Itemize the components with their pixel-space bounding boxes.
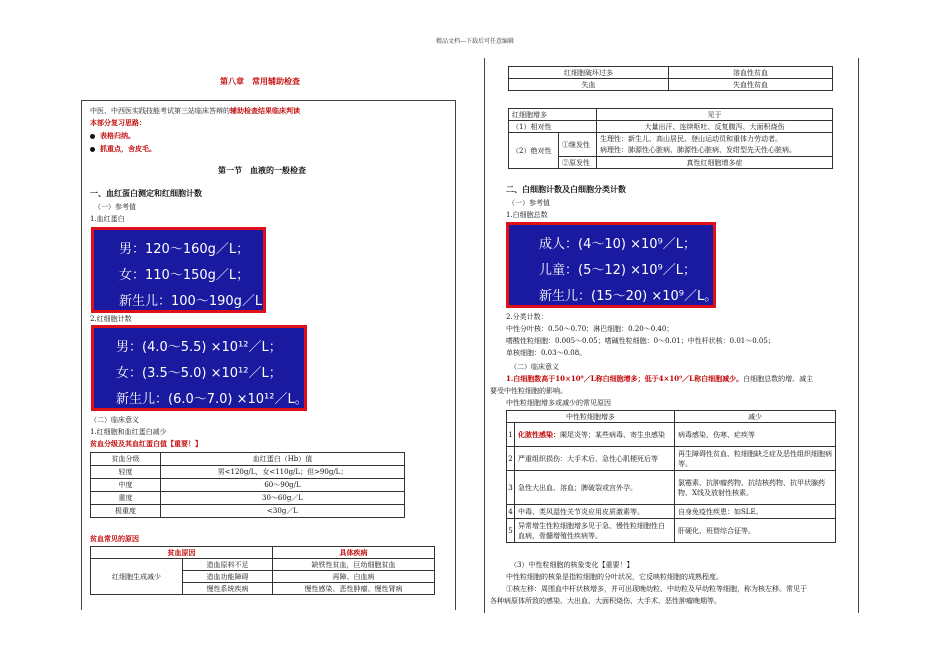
review-title: 本部分复习思路： — [90, 118, 146, 127]
bullet-text: 抓重点，舍皮毛。 — [100, 144, 156, 153]
row-index: 3 — [507, 471, 515, 505]
grade-cell: 重度 — [91, 492, 161, 505]
disease-header: 具体疾病 — [273, 547, 435, 559]
intro-highlight: 辅助检查结果临床判读 — [230, 106, 300, 115]
anemia-grade-title: 贫血分级及其血红蛋白值【重要！】 — [90, 439, 202, 448]
increase-cell: 急性大出血、溶血；脾破裂或宫外孕。 — [515, 471, 675, 505]
significance-line-2: 要受中性粒细胞的影响。 — [490, 387, 567, 395]
row-index: 4 — [507, 505, 515, 519]
rbc-male: 男：(4.0～5.5) ×10¹²／L； — [116, 340, 282, 355]
rbc-increase-table — [508, 108, 833, 169]
absolute-label: （2）绝对性 — [509, 133, 559, 169]
hb-cell: 60～90g/L — [161, 479, 405, 492]
rbc-newborn: 新生儿：(6.0～7.0) ×10¹²／L。 — [116, 392, 308, 407]
increase-cell-text: 阑尾炎等；某些病毒、寄生虫感染 — [560, 430, 665, 439]
row-index: 1 — [507, 423, 515, 447]
disease-cell: 慢性感染、恶性肿瘤、慢性肾病 — [273, 583, 435, 595]
section-title: 第一节 血液的一般检查 — [218, 165, 306, 175]
wbc-reference-box — [506, 222, 716, 308]
hb-cell: 30～60g／L — [161, 492, 405, 505]
cause-header: 贫血原因 — [91, 547, 273, 559]
decrease-cell: 肝硬化、班替综合征等。 — [675, 519, 836, 543]
hb-label: 1.血红蛋白 — [90, 215, 125, 223]
nuclear-shift-title — [510, 560, 633, 570]
clinical-heading: （二）临床意义 — [510, 363, 559, 371]
disease-cell: 溶血性贫血 — [669, 67, 833, 79]
secondary-line: 生理性：新生儿、高山居民、登山运动员和重体力劳动者。 — [600, 134, 782, 143]
grade-header: 贫血分级 — [91, 453, 161, 466]
wbc-newborn: 新生儿：(15～20) ×10⁹／L。 — [539, 289, 718, 304]
significance-line — [506, 374, 813, 384]
secondary-text — [597, 133, 833, 157]
cause-cell: 造血功能障碍 — [183, 571, 273, 583]
wbc-adult: 成人：(4～10) ×10⁹／L； — [539, 237, 696, 252]
hb-female: 女：110～150g／L； — [119, 268, 250, 283]
grade-cell: 轻度 — [91, 466, 161, 479]
seen-in-header: 见于 — [597, 109, 833, 121]
heading-rbc: 一、血红蛋白测定和红细胞计数 — [90, 188, 202, 198]
hb-male: 男：120～160g／L； — [119, 242, 250, 257]
bullet-dot — [90, 147, 95, 152]
heading-wbc: 二、白细胞计数及白细胞分类计数 — [506, 184, 626, 194]
decrease-cell: 自身免疫性疾患：如SLE。 — [675, 505, 836, 519]
header-note: 精品文档---下载后可任意编辑 — [435, 38, 515, 45]
secondary-line: 病理性：肺源性心脏病、肺源性心脏病、发绀型先天性心脏病。 — [600, 145, 796, 154]
disease-cell: 再障、白血病 — [273, 571, 435, 583]
wbc-label: 1.白细胞总数 — [506, 211, 548, 219]
significance-plain: 白细胞总数的增、减主 — [743, 375, 814, 383]
hb-newborn: 新生儿：100～190g／L — [119, 294, 263, 309]
increase-cell — [515, 423, 675, 447]
cause-cell: 慢性系统疾病 — [183, 583, 273, 595]
clinical-heading: （二）临床意义 — [90, 416, 139, 424]
bullet-item-2 — [90, 144, 156, 154]
diff-line: 嗜酸性粒细胞：0.005～0.05；嗜碱性粒细胞：0～0.01；中性杆状核：0.01～0.05； — [506, 337, 775, 345]
hb-cell: <30g／L — [161, 505, 405, 518]
bullet-item-1 — [90, 131, 135, 141]
grade-cell: 极重度 — [91, 505, 161, 518]
reference-heading: （一）参考值 — [94, 203, 136, 211]
anemia-cause-title: 贫血常见的原因 — [90, 534, 139, 543]
increase-cell: 异常增生性粒细胞增多见于急、慢性粒细胞性白血病，骨髓增殖性疾病等。 — [515, 519, 675, 543]
nuclear-shift-title-text: （3）中性粒细胞的核象变化【重要！】 — [510, 561, 634, 569]
increase-header: 中性粒细胞增多 — [507, 411, 675, 423]
neutrophil-title: 中性粒细胞增多或减少的常见原因 — [506, 399, 611, 407]
relative-label: （1）相对性 — [509, 121, 597, 133]
shift-line: 各种病原体所致的感染、大出血、大面积烧伤、大手术、恶性肿瘤晚期等。 — [490, 597, 721, 605]
diff-line: 中性分叶核：0.50～0.70；淋巴细胞：0.20～0.40； — [506, 325, 674, 333]
intro-line — [90, 106, 300, 116]
anemia-grade-table — [90, 452, 405, 518]
significance-highlight: 1.白细胞数高于10×10⁹／L称白细胞增多；低于4×10⁹／L称白细胞减少。 — [506, 374, 744, 383]
cause-cell: 红细胞破坏过多 — [509, 67, 669, 79]
decrease-cell: 再生障碍性贫血、粒细胞缺乏症及恶性组织细胞病等。 — [675, 447, 836, 471]
rbc-reference-box — [91, 325, 307, 411]
increase-cell: 严重组织损伤：大手术后、急性心肌梗死后等 — [515, 447, 675, 471]
increase-header: 红细胞增多 — [509, 109, 597, 121]
increase-cell-highlight: 化脓性感染： — [518, 429, 560, 439]
anemia-cause-continued-table — [508, 66, 833, 91]
secondary-label: ①继发性 — [559, 133, 597, 157]
decrease-heading: 1.红细胞和血红蛋白减少 — [90, 428, 167, 436]
bullet-text: 表格归纳。 — [100, 131, 135, 140]
intro-plain: 中医、中西医实践技能考试第三站临床答辩的 — [90, 107, 230, 115]
cause-cell: 失血 — [509, 79, 669, 91]
grade-cell: 中度 — [91, 479, 161, 492]
shift-line: ①核左移：周围血中杆状核增多，并可出现晚幼粒、中幼粒及早幼粒等细胞，称为核左移。常见于 — [506, 585, 807, 593]
primary-label: ②原发性 — [559, 157, 597, 169]
rbc-female: 女：(3.5～5.0) ×10¹²／L； — [116, 366, 282, 381]
hb-value-header: 血红蛋白（Hb）值 — [161, 453, 405, 466]
diff-line: 单核细胞：0.03～0.08。 — [506, 349, 587, 357]
anemia-cause-table — [90, 546, 435, 595]
bullet-dot — [90, 134, 95, 139]
disease-cell: 失血性贫血 — [669, 79, 833, 91]
diff-label: 2.分类计数： — [506, 313, 548, 321]
shift-line: 中性粒细胞的核象是指粒细胞的分叶状况，它反映粒细胞的成熟程度。 — [506, 573, 723, 581]
row-index: 5 — [507, 519, 515, 543]
hb-reference-box — [91, 227, 266, 313]
disease-cell: 缺铁性贫血，巨幼细胞贫血 — [273, 559, 435, 571]
neutrophil-table — [506, 410, 836, 543]
cause-cell: 造血原料不足 — [183, 559, 273, 571]
decrease-header: 减少 — [675, 411, 836, 423]
hb-cell: 男<120g/L，女<110g/L；但>90g/L； — [161, 466, 405, 479]
rbc-label: 2.红细胞计数 — [90, 315, 132, 323]
decrease-cell: 氯霉素、抗肿瘤药物、抗结核药物、抗甲状腺药物、X线及放射性核素。 — [675, 471, 836, 505]
cause-group: 红细胞生成减少 — [91, 559, 183, 595]
reference-heading: （一）参考值 — [508, 199, 550, 207]
primary-text: 真性红细胞增多症 — [597, 157, 833, 169]
relative-text: 大量出汗、连续呕吐、反复腹泻、大面积烧伤 — [597, 121, 833, 133]
increase-cell: 中毒、类风湿性关节炎应用皮质激素等。 — [515, 505, 675, 519]
wbc-child: 儿童：(5～12) ×10⁹／L； — [539, 263, 696, 278]
chapter-title: 第八章 常用辅助检查 — [220, 76, 300, 86]
row-index: 2 — [507, 447, 515, 471]
decrease-cell: 病毒感染、伤寒、疟疾等 — [675, 423, 836, 447]
